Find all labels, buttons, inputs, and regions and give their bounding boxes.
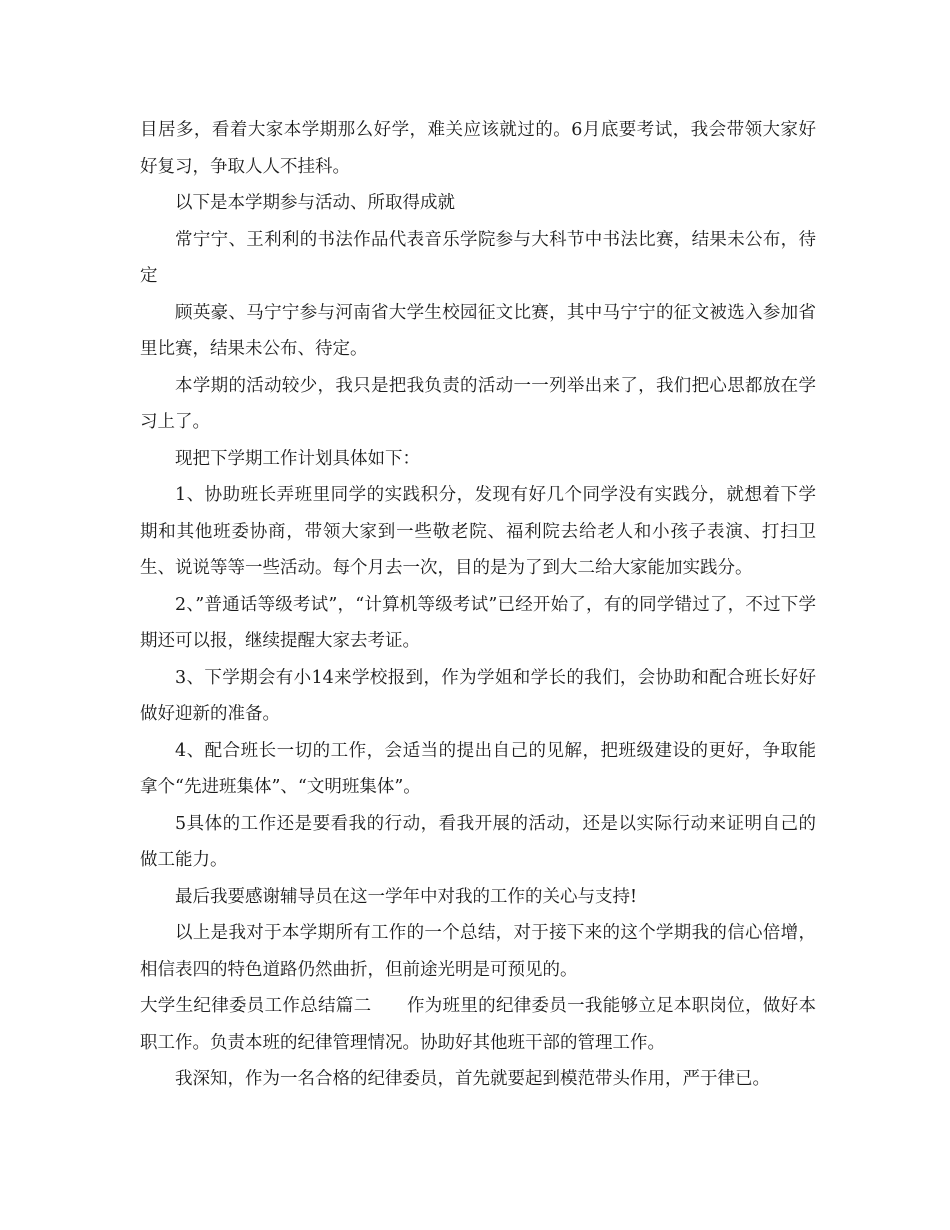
paragraph-plan-item-5: 5具体的工作还是要看我的行动，看我开展的活动，还是以实际行动来证明自己的做工能力。 bbox=[140, 813, 816, 870]
paragraph-plan-intro: 现把下学期工作计划具体如下： bbox=[175, 448, 420, 469]
paragraph-plan-item-3: 3、下学期会有小14来学校报到，作为学姐和学长的我们，会协助和配合班长好好做好迎新的准备。 bbox=[140, 667, 816, 724]
paragraph-calligraphy: 常宁宁、王利利的书法作品代表音乐学院参与大科节中书法比赛，结果未公布，待定 bbox=[140, 229, 816, 286]
paragraph-thanks: 最后我要感谢辅导员在这一学年中对我的工作的关心与支持! bbox=[175, 886, 638, 907]
paragraph-summary: 以上是我对于本学期所有工作的一个总结，对于接下来的这个学期我的信心倍增，相信表四的特色道路仍然曲折，但前途光明是可预见的。 bbox=[140, 923, 816, 980]
paragraph-essay-contest: 顾英豪、马宁宁参与河南省大学生校园征文比赛，其中马宁宁的征文被选入参加省里比赛，结果未公布、待定。 bbox=[140, 302, 816, 359]
paragraph-plan-item-4: 4、配合班长一切的工作，会适当的提出自己的见解，把班级建设的更好，争取能拿个“先进班集体”、“文明班集体”。 bbox=[140, 740, 816, 797]
paragraph-plan-item-2: 2、”普通话等级考试”，“计算机等级考试”已经开始了，有的同学错过了，不过下学期还可以报，继续提醒大家去考证。 bbox=[140, 594, 816, 651]
paragraph-plan-item-1: 1、协助班长弄班里同学的实践积分，发现有好几个同学没有实践分，就想着下学期和其他班委协商，带领大家到一些敬老院、福利院去给老人和小孩子表演、打扫卫生、说说等等一些活动。每个月去一次，目的是为了到大二给大家能加实践分。 bbox=[140, 485, 816, 578]
paragraph-self-discipline: 我深知，作为一名合格的纪律委员，首先就要起到模范带头作用，严于律已。 bbox=[175, 1069, 770, 1089]
paragraph-activities: 本学期的活动较少，我只是把我负责的活动一一列举出来了，我们把心思都放在学习上了。 bbox=[140, 375, 816, 432]
document-body bbox=[140, 112, 816, 1098]
paragraph-achievements-intro: 以下是本学期参与活动、所取得成就 bbox=[175, 193, 455, 213]
paragraph-section-two-heading: 大学生纪律委员工作总结篇二 作为班里的纪律委员一我能够立足本职岗位，做好本职工作。负责本班的纪律管理情况。协助好其他班干部的管理工作。 bbox=[140, 996, 816, 1053]
paragraph-continuation: 目居多，看着大家本学期那么好学，难关应该就过的。6月底要考试，我会带领大家好好复习，争取人人不挂科。 bbox=[140, 120, 816, 177]
